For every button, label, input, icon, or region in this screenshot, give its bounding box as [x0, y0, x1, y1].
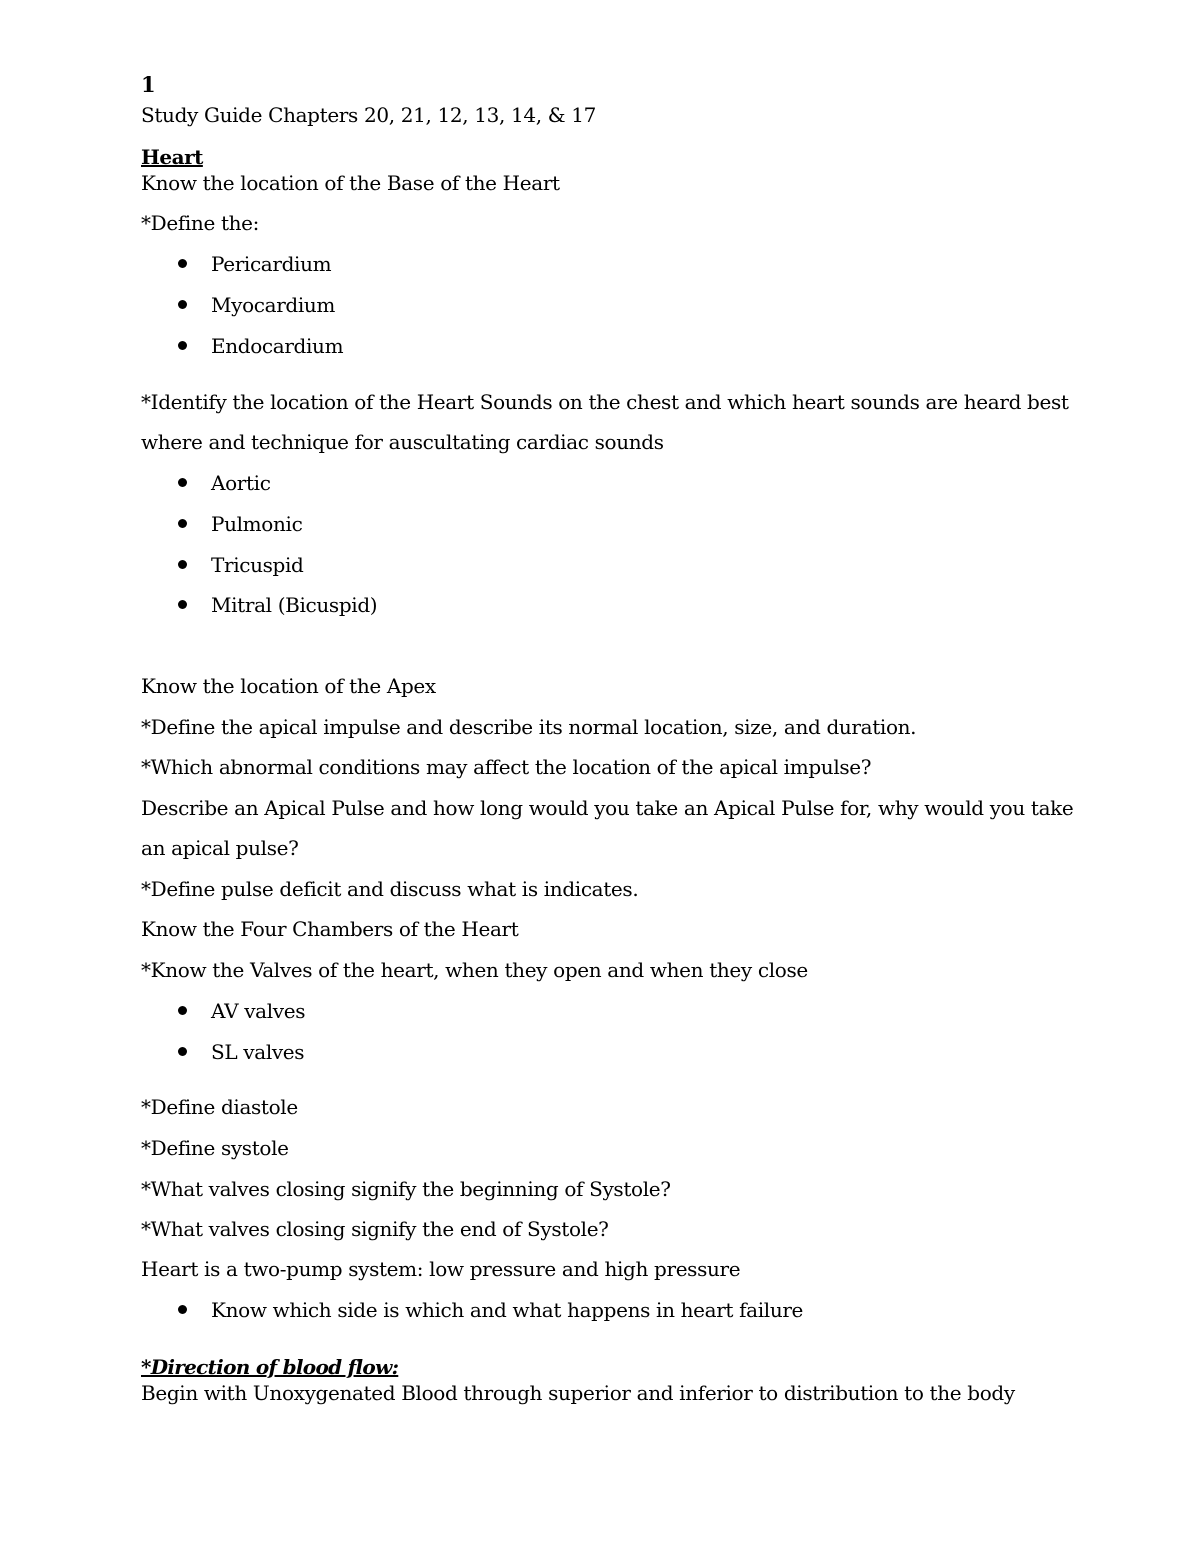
apex-location-text: Know the location of the Apex — [141, 674, 436, 698]
apical-pulse-text-line1: Describe an Apical Pulse and how long would you take an Apical Pulse for, why would you take — [141, 796, 1074, 820]
define-intro-text: *Define the: — [141, 211, 260, 235]
systole-begin-text: *What valves closing signify the beginning of Systole? — [141, 1177, 671, 1201]
list-item: Mitral (Bicuspid) — [211, 593, 378, 617]
two-pump-text: Heart is a two-pump system: low pressure and high pressure — [141, 1257, 741, 1281]
systole-end-text: *What valves closing signify the end of Systole? — [141, 1217, 609, 1241]
bullet-icon — [178, 1047, 187, 1056]
list-item: Myocardium — [211, 293, 336, 317]
define-systole-text: *Define systole — [141, 1136, 289, 1160]
bullet-icon — [178, 300, 187, 309]
bullet-icon — [178, 1006, 187, 1015]
apical-impulse-text: *Define the apical impulse and describe its normal location, size, and duration. — [141, 715, 917, 739]
list-item: Know which side is which and what happens in heart failure — [211, 1298, 804, 1322]
bullet-icon — [178, 560, 187, 569]
four-chambers-text: Know the Four Chambers of the Heart — [141, 917, 519, 941]
list-item: Tricuspid — [211, 553, 304, 577]
page-number: 1 — [141, 72, 156, 97]
pulse-deficit-text: *Define pulse deficit and discuss what is indicates. — [141, 877, 639, 901]
heart-sounds-text-line1: *Identify the location of the Heart Sounds on the chest and which heart sounds are heard best — [141, 390, 1069, 414]
bullet-icon — [178, 478, 187, 487]
section-heading-heart: Heart — [141, 145, 203, 169]
bullet-icon — [178, 341, 187, 350]
blood-flow-text: Begin with Unoxygenated Blood through superior and inferior to distribution to the body — [141, 1381, 1015, 1405]
document-title: Study Guide Chapters 20, 21, 12, 13, 14, & 17 — [141, 103, 596, 127]
list-item: AV valves — [211, 999, 306, 1023]
abnormal-conditions-text: *Which abnormal conditions may affect the location of the apical impulse? — [141, 755, 872, 779]
heart-sounds-text-line2: where and technique for auscultating cardiac sounds — [141, 430, 664, 454]
list-item: SL valves — [211, 1040, 305, 1064]
section-heading-blood-flow: *Direction of blood flow: — [141, 1355, 399, 1379]
define-diastole-text: *Define diastole — [141, 1095, 298, 1119]
valves-intro-text: *Know the Valves of the heart, when they open and when they close — [141, 958, 808, 982]
bullet-icon — [178, 519, 187, 528]
bullet-icon — [178, 259, 187, 268]
base-location-text: Know the location of the Base of the Heart — [141, 171, 560, 195]
list-item: Endocardium — [211, 334, 344, 358]
bullet-icon — [178, 600, 187, 609]
list-item: Pulmonic — [211, 512, 303, 536]
list-item: Aortic — [211, 471, 271, 495]
apical-pulse-text-line2: an apical pulse? — [141, 836, 299, 860]
bullet-icon — [178, 1305, 187, 1314]
list-item: Pericardium — [211, 252, 332, 276]
